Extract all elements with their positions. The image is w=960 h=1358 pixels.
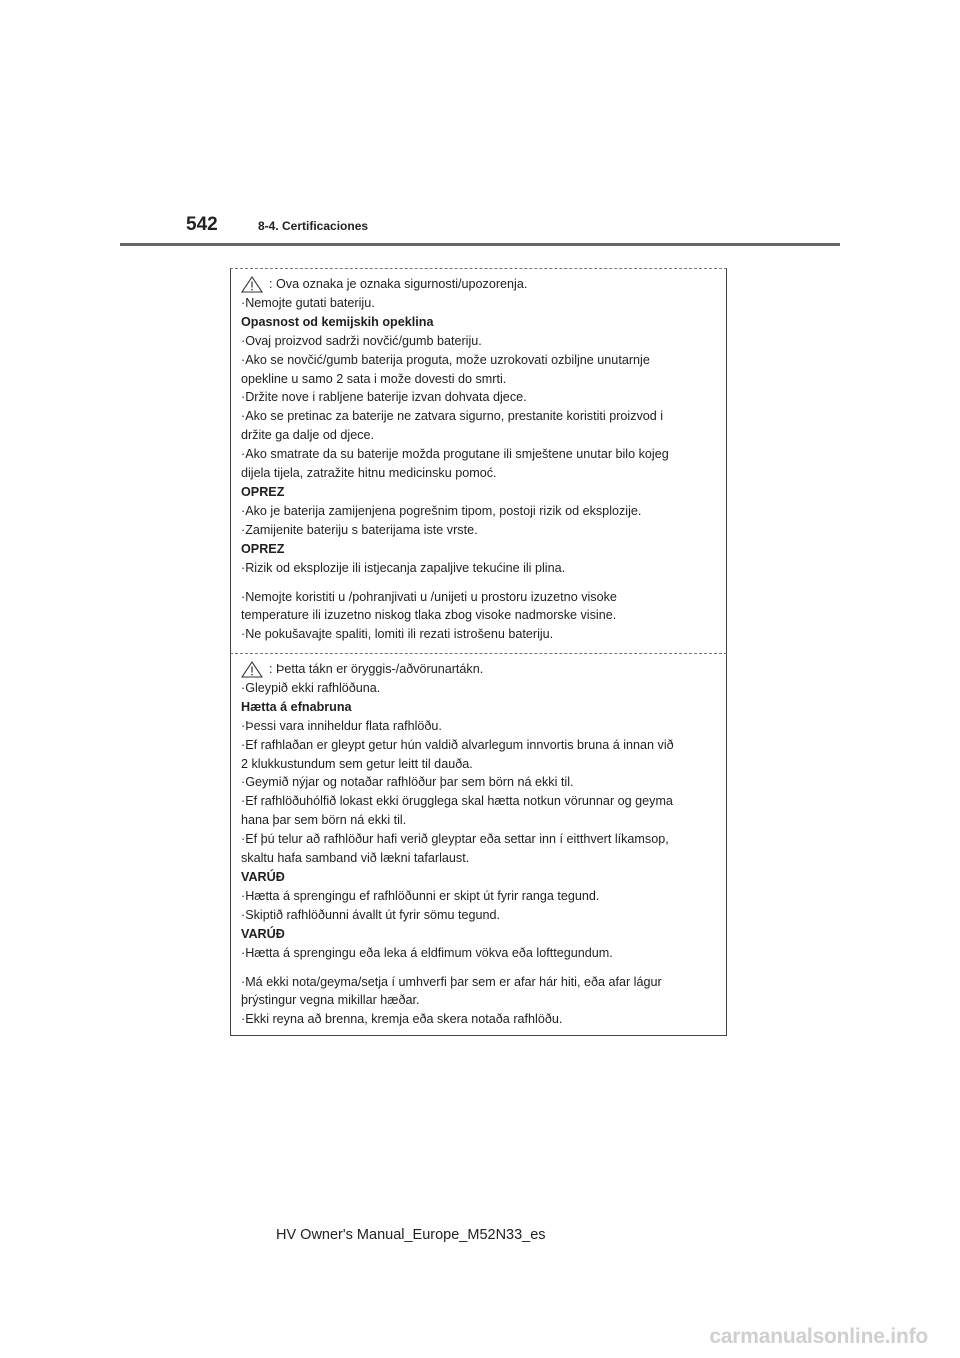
watermark-link[interactable]: carmanualsonline.info bbox=[709, 1325, 928, 1348]
text-line: ·Ef rafhlaðan er gleypt getur hún valdið alvarlegum innvortis bruna á innan við bbox=[241, 737, 674, 752]
text-line: ·Hætta á sprengingu eða leka á eldfimum vökva eða lofttegundum. bbox=[241, 945, 613, 960]
warning-symbol-line bbox=[241, 660, 726, 679]
text-line: ·Ako je baterija zamijenjena pogrešnim tipom, postoji rizik od eksplozije. bbox=[241, 503, 642, 518]
text-line: ·Zamijenite bateriju s baterijama iste vrste. bbox=[241, 522, 478, 537]
text-line: ·Držite nove i rabljene baterije izvan dohvata djece. bbox=[241, 390, 527, 405]
text-line: ·Rizik od eksplozije ili istjecanja zapaljive tekućine ili plina. bbox=[241, 560, 566, 575]
text-line: ·Ako se novčić/gumb baterija proguta, može uzrokovati ozbiljne unutarnje bbox=[241, 352, 650, 367]
text-line: ·Má ekki nota/geyma/setja í umhverfi þar sem er afar hár hiti, eða afar lágur bbox=[241, 974, 662, 989]
section-heading: Hætta á efnabruna bbox=[241, 699, 352, 714]
section-title: 8-4. Certificaciones bbox=[258, 219, 369, 233]
text-line: ·Gleypið ekki rafhlöðuna. bbox=[241, 680, 381, 695]
header-rule bbox=[120, 243, 840, 246]
icelandic-lines bbox=[241, 679, 726, 1029]
text-line: ·Nemojte gutati bateriju. bbox=[241, 295, 375, 310]
warning-triangle-icon bbox=[241, 276, 263, 293]
text-line: držite ga dalje od djece. bbox=[241, 428, 375, 443]
section-heading: OPREZ bbox=[241, 484, 285, 499]
text-line: ·Ekki reyna að brenna, kremja eða skera notaða rafhlöðu. bbox=[241, 1012, 563, 1027]
text-line: hana þar sem börn ná ekki til. bbox=[241, 813, 407, 828]
section-heading: VARÚÐ bbox=[241, 869, 285, 884]
page-number: 542 bbox=[186, 214, 218, 235]
text-line: dijela tijela, zatražite hitnu medicinsku pomoć. bbox=[241, 466, 497, 481]
text-line: þrýstingur vegna mikillar hæðar. bbox=[241, 993, 420, 1008]
warning-symbol-line bbox=[241, 275, 726, 294]
croatian-lines bbox=[241, 294, 726, 644]
text-line: opekline u samo 2 sata i može dovesti do smrti. bbox=[241, 371, 507, 386]
text-line: 2 klukkustundum sem getur leitt til dauða. bbox=[241, 756, 473, 771]
text-line: ·Þessi vara inniheldur flata rafhlöðu. bbox=[241, 718, 442, 733]
text-line: ·Ovaj proizvod sadrži novčić/gumb bateriju. bbox=[241, 333, 482, 348]
text-line: ·Nemojte koristiti u /pohranjivati u /unijeti u prostoru izuzetno visoke bbox=[241, 589, 617, 604]
warning-triangle-icon bbox=[241, 661, 263, 678]
text-line: ·Skiptið rafhlöðunni ávallt út fyrir sömu tegund. bbox=[241, 907, 501, 922]
warning-symbol-text: : Þetta tákn er öryggis-/aðvörunartákn. bbox=[269, 662, 484, 676]
warning-symbol-text: : Ova oznaka je oznaka sigurnosti/upozorenja. bbox=[269, 277, 528, 291]
section-heading: OPREZ bbox=[241, 541, 285, 556]
icelandic-warning-box bbox=[230, 653, 727, 1036]
text-line: ·Ne pokušavajte spaliti, lomiti ili rezati istrošenu bateriju. bbox=[241, 627, 554, 642]
text-line: ·Hætta á sprengingu ef rafhlöðunni er skipt út fyrir ranga tegund. bbox=[241, 888, 600, 903]
text-line: ·Ako se pretinac za baterije ne zatvara sigurno, prestanite koristiti proizvod i bbox=[241, 409, 664, 424]
croatian-warning-box bbox=[230, 268, 727, 653]
text-line: skaltu hafa samband við lækni tafarlaust. bbox=[241, 851, 470, 866]
text-line: temperature ili izuzetno niskog tlaka zbog visoke nadmorske visine. bbox=[241, 608, 617, 623]
text-line: ·Geymið nýjar og notaðar rafhlöður þar sem börn ná ekki til. bbox=[241, 775, 574, 790]
section-heading: Opasnost od kemijskih opeklina bbox=[241, 314, 434, 329]
text-line: ·Ef rafhlöðuhólfið lokast ekki örugglega skal hætta notkun vörunnar og geyma bbox=[241, 794, 673, 809]
section-heading: VARÚÐ bbox=[241, 926, 285, 941]
text-line: ·Ako smatrate da su baterije možda progutane ili smještene unutar bilo kojeg bbox=[241, 447, 669, 462]
text-line: ·Ef þú telur að rafhlöður hafi verið gleyptar eða settar inn í eitthvert líkamsop, bbox=[241, 832, 669, 847]
manual-name-footer: HV Owner's Manual_Europe_M52N33_es bbox=[276, 1227, 546, 1243]
